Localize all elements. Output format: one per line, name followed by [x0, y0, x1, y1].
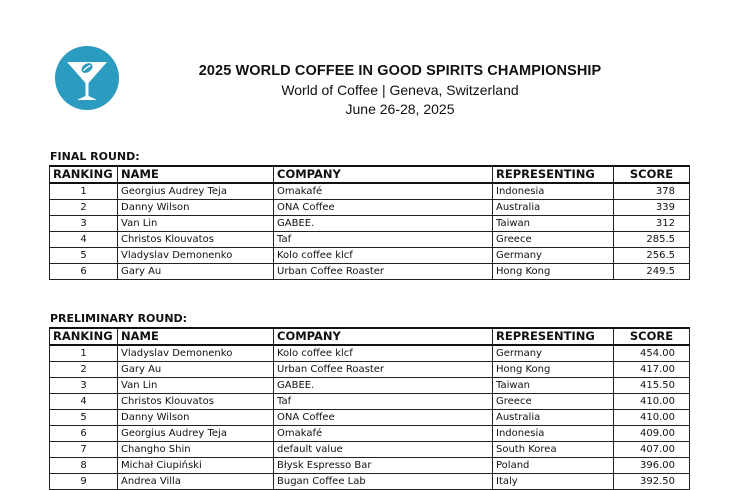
representing-cell: Indonesia	[493, 183, 614, 200]
representing-cell: Germany	[493, 345, 614, 362]
representing-cell: Taiwan	[493, 216, 614, 232]
column-header-score: SCORE	[614, 166, 690, 183]
name-cell: Christos Klouvatos	[118, 232, 274, 248]
event-dates: June 26-28, 2025	[345, 101, 455, 117]
name-cell: Van Lin	[118, 378, 274, 394]
score-cell: 396.00	[614, 458, 690, 474]
cocktail-glass-icon	[55, 46, 119, 110]
score-cell: 339	[614, 200, 690, 216]
table-row	[50, 216, 690, 232]
ranking-cell: 6	[50, 264, 118, 280]
representing-cell: Hong Kong	[493, 264, 614, 280]
company-cell: Bugan Coffee Lab	[274, 474, 493, 490]
name-cell: Michał Ciupiński	[118, 458, 274, 474]
company-cell: GABEE.	[274, 378, 493, 394]
table-row	[50, 345, 690, 362]
name-cell: Gary Au	[118, 362, 274, 378]
column-header-ranking: RANKING	[50, 166, 118, 183]
column-header-representing: REPRESENTING	[493, 166, 614, 183]
representing-cell: South Korea	[493, 442, 614, 458]
column-header-ranking: RANKING	[50, 328, 118, 345]
company-cell: default value	[274, 442, 493, 458]
ranking-cell: 3	[50, 378, 118, 394]
table-row	[50, 458, 690, 474]
document-title: 2025 WORLD COFFEE IN GOOD SPIRITS CHAMPIONSHIP	[198, 63, 602, 79]
table-row	[50, 362, 690, 378]
score-cell: 417.00	[614, 362, 690, 378]
score-cell: 409.00	[614, 426, 690, 442]
score-cell: 415.50	[614, 378, 690, 394]
score-cell: 407.00	[614, 442, 690, 458]
ranking-cell: 8	[50, 458, 118, 474]
score-cell: 410.00	[614, 394, 690, 410]
representing-cell: Greece	[493, 232, 614, 248]
company-cell: Błysk Espresso Bar	[274, 458, 493, 474]
final-round-table	[49, 165, 690, 280]
company-cell: Urban Coffee Roaster	[274, 264, 493, 280]
name-cell: Vladyslav Demonenko	[118, 248, 274, 264]
name-cell: Andrea Villa	[118, 474, 274, 490]
cocktail-glass-logo-icon	[55, 46, 119, 110]
score-cell: 249.5	[614, 264, 690, 280]
column-header-representing: REPRESENTING	[493, 328, 614, 345]
representing-cell: Greece	[493, 394, 614, 410]
representing-cell: Indonesia	[493, 426, 614, 442]
column-header-name: NAME	[118, 166, 274, 183]
ranking-cell: 4	[50, 394, 118, 410]
ranking-cell: 1	[50, 183, 118, 200]
name-cell: Danny Wilson	[118, 200, 274, 216]
representing-cell: Australia	[493, 200, 614, 216]
score-cell: 312	[614, 216, 690, 232]
table-row	[50, 378, 690, 394]
table-row	[50, 248, 690, 264]
table-row	[50, 442, 690, 458]
representing-cell: Hong Kong	[493, 362, 614, 378]
score-cell: 454.00	[614, 345, 690, 362]
ranking-cell: 5	[50, 410, 118, 426]
name-cell: Vladyslav Demonenko	[118, 345, 274, 362]
name-cell: Changho Shin	[118, 442, 274, 458]
table-row	[50, 394, 690, 410]
preliminary-round-heading: PRELIMINARY ROUND:	[50, 312, 188, 325]
representing-cell: Taiwan	[493, 378, 614, 394]
company-cell: ONA Coffee	[274, 200, 493, 216]
table-header-row	[50, 166, 690, 183]
preliminary-round-table	[49, 327, 690, 490]
column-header-name: NAME	[118, 328, 274, 345]
representing-cell: Poland	[493, 458, 614, 474]
table-row	[50, 264, 690, 280]
score-cell: 392.50	[614, 474, 690, 490]
event-location: World of Coffee | Geneva, Switzerland	[281, 82, 519, 98]
company-cell: Urban Coffee Roaster	[274, 362, 493, 378]
ranking-cell: 6	[50, 426, 118, 442]
company-cell: Kolo coffee klcf	[274, 248, 493, 264]
column-header-score: SCORE	[614, 328, 690, 345]
table-row	[50, 232, 690, 248]
name-cell: Van Lin	[118, 216, 274, 232]
ranking-cell: 2	[50, 362, 118, 378]
final-round-heading: FINAL ROUND:	[50, 150, 140, 163]
name-cell: Christos Klouvatos	[118, 394, 274, 410]
table-row	[50, 200, 690, 216]
ranking-cell: 5	[50, 248, 118, 264]
score-cell: 256.5	[614, 248, 690, 264]
ranking-cell: 2	[50, 200, 118, 216]
table-row	[50, 183, 690, 200]
representing-cell: Australia	[493, 410, 614, 426]
table-row	[50, 410, 690, 426]
representing-cell: Germany	[493, 248, 614, 264]
score-cell: 285.5	[614, 232, 690, 248]
column-header-company: COMPANY	[274, 166, 493, 183]
company-cell: Kolo coffee klcf	[274, 345, 493, 362]
company-cell: Omakafé	[274, 183, 493, 200]
table-row	[50, 474, 690, 490]
representing-cell: Italy	[493, 474, 614, 490]
ranking-cell: 7	[50, 442, 118, 458]
ranking-cell: 3	[50, 216, 118, 232]
name-cell: Danny Wilson	[118, 410, 274, 426]
name-cell: Georgius Audrey Teja	[118, 426, 274, 442]
table-row	[50, 426, 690, 442]
company-cell: Taf	[274, 394, 493, 410]
ranking-cell: 1	[50, 345, 118, 362]
ranking-cell: 9	[50, 474, 118, 490]
name-cell: Georgius Audrey Teja	[118, 183, 274, 200]
column-header-company: COMPANY	[274, 328, 493, 345]
company-cell: ONA Coffee	[274, 410, 493, 426]
company-cell: GABEE.	[274, 216, 493, 232]
name-cell: Gary Au	[118, 264, 274, 280]
company-cell: Taf	[274, 232, 493, 248]
ranking-cell: 4	[50, 232, 118, 248]
company-cell: Omakafé	[274, 426, 493, 442]
score-cell: 378	[614, 183, 690, 200]
table-header-row	[50, 328, 690, 345]
score-cell: 410.00	[614, 410, 690, 426]
